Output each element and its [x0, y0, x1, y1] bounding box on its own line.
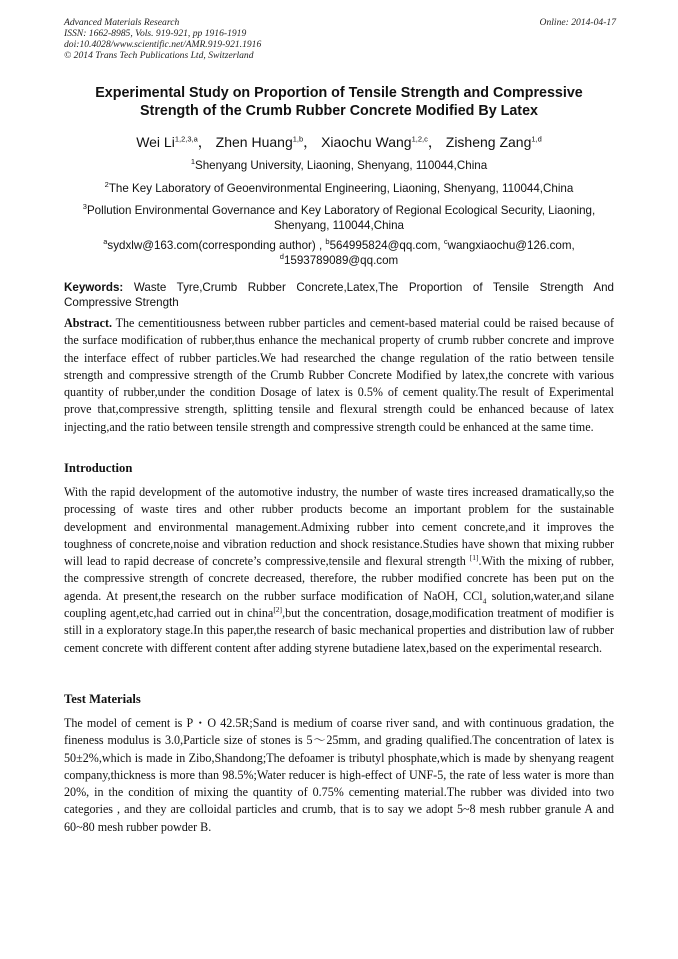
email-address: sydxlw@163.com(corresponding author) , [107, 239, 326, 252]
chemical-subscript: 4 [482, 596, 487, 606]
email-superscript: d [279, 252, 284, 262]
author-superscript: 1,2,c [411, 134, 428, 144]
affiliation-text: Pollution Environmental Governance and Key Laboratory of Regional Ecological Security, Liaoning, [86, 204, 596, 217]
introduction-text: solution,water,and silane coupling agent,etc,had carried out in china [64, 588, 614, 621]
section-heading-introduction: Introduction [64, 461, 133, 475]
introduction-text: With the rapid development of the automotive industry, the number of waste tires increased dramatically,so the processing of waste tires and other rubber products become an important problem for the sustainable development and environmental management.Admixing rubber into cement concrete,and it improves the toughness of concrete,noise and vibration reduction and shock resistance.Studies have shown that mixing rubber will lead to rapid decrease of concrete’s compressive,tensile and flexural strength [64, 485, 614, 569]
author-superscript: 1,2,3,a [174, 134, 198, 144]
affiliation-2 [40, 181, 638, 196]
doi-line: doi:10.4028/www.scientific.net/AMR.919-921.1916 [64, 39, 262, 50]
affiliation-text: Shenyang University, Liaoning, Shenyang, 110044,China [194, 159, 488, 172]
keywords-text: Waste Tyre,Crumb Rubber Concrete,Latex,The Proportion of Tensile Strength And Compressive Strength [64, 281, 614, 309]
section-heading-test-materials: Test Materials [64, 692, 141, 706]
title-line-2: Strength of the Crumb Rubber Concrete Modified By Latex [140, 103, 538, 119]
introduction-body [64, 484, 614, 657]
email-superscript: a [103, 237, 108, 247]
introduction-text: ,but the concentration, dosage,modification treatment of modifier is still in a exploratory stage.In this paper,the research of basic mechanical properties and distribution law of rubber cement concrete with different content after adding styrene butadiene latex,based on the experimental research. [64, 606, 614, 655]
author-superscript: 1,b [292, 134, 304, 144]
author-name: Wei Li [136, 134, 175, 150]
affiliation-1 [40, 158, 638, 173]
introduction-text: .With the mixing of rubber, the compressive strength of concrete decreased, therefore, the rubber modified concrete has been put on the agenda. At present,the research on the rubber surface modification of NaOH, CCl [64, 554, 614, 603]
email-address: 1593789089@qq.com [283, 254, 399, 267]
journal-name: Advanced Materials Research [64, 17, 180, 28]
affiliation-superscript: 1 [190, 157, 195, 167]
author-list [40, 132, 638, 152]
abstract [64, 315, 614, 436]
affiliation-text: Shenyang, 110044,China [274, 219, 404, 232]
copyright-line: © 2014 Trans Tech Publications Ltd, Switzerland [64, 50, 254, 61]
author-separator: ， [427, 134, 442, 150]
abstract-text: The cementitiousness between rubber particles and cement-based material could be raised because of the surface modification of rubber,thus enhance the mechanical property of crumb rubber concrete and improve the interface effect of rubber particles.We had researched the change regulation of the ratio between tensile strength and compressive strength of the Crumb Rubber Concrete Modified by latex,the concrete with various quantity of rubber,under the condition Dosage of latex is 0.5% of cement quality.The result of Experimental prove that,compressive strength, splitting tensile and flexural strength could be enhanced because of latex injecting,and the ratio between tensile strength and compressive strength could be enhanced at the same time. [64, 316, 614, 434]
author-superscript: 1,d [531, 134, 542, 144]
abstract-label: Abstract. [64, 316, 113, 330]
journal-header [64, 17, 616, 61]
keywords [64, 280, 614, 310]
email-address: wangxiaochu@126.com, [447, 239, 575, 252]
author-name: Zhen Huang [215, 134, 293, 150]
email-superscript: c [443, 237, 448, 247]
author-separator: ， [197, 134, 212, 150]
author-name: Zisheng Zang [445, 134, 532, 150]
online-date: Online: 2014-04-17 [539, 17, 616, 28]
test-materials-body: The model of cement is P・O 42.5R;Sand is medium of coarse river sand, and with continuous gradation, the fineness modulus is 3.0,Particle size of stones is 5～25mm, and grading qualified.The concentration of latex is 50±2%,which is made in Zibo,Shandong;The defoamer is tributyl phosphate,which is made by shenyang reagent company,thickness is more than 98.5%;Water reducer is high-effect of UNF-5, the rate of less water is more than 20%, in the condition of mixing the quantity of 0.75% cementing material.The rubber was divided into two categories , and they are colloidal particles and crumb, that is to say we adopt 5~8 mesh rubber granule A and 60~80 mesh rubber powder B. [64, 716, 614, 834]
author-name: Xiaochu Wang [321, 134, 412, 150]
title-line-1: Experimental Study on Proportion of Tensile Strength and Compressive [95, 85, 583, 101]
email-list [40, 238, 638, 268]
paper-title [40, 84, 638, 120]
email-address: 564995824@qq.com, [329, 239, 444, 252]
keywords-label: Keywords: [64, 281, 124, 294]
issn-line: ISSN: 1662-8985, Vols. 919-921, pp 1916-1919 [64, 28, 247, 39]
citation-ref: [1] [469, 553, 479, 563]
author-separator: ， [303, 134, 318, 150]
affiliation-text: The Key Laboratory of Geoenvironmental Engineering, Liaoning, Shenyang, 110044,China [108, 182, 574, 195]
citation-ref: [2] [273, 605, 283, 615]
email-superscript: b [325, 237, 330, 247]
affiliation-superscript: 3 [82, 202, 87, 212]
affiliation-3 [40, 203, 638, 233]
affiliation-superscript: 2 [104, 180, 109, 190]
